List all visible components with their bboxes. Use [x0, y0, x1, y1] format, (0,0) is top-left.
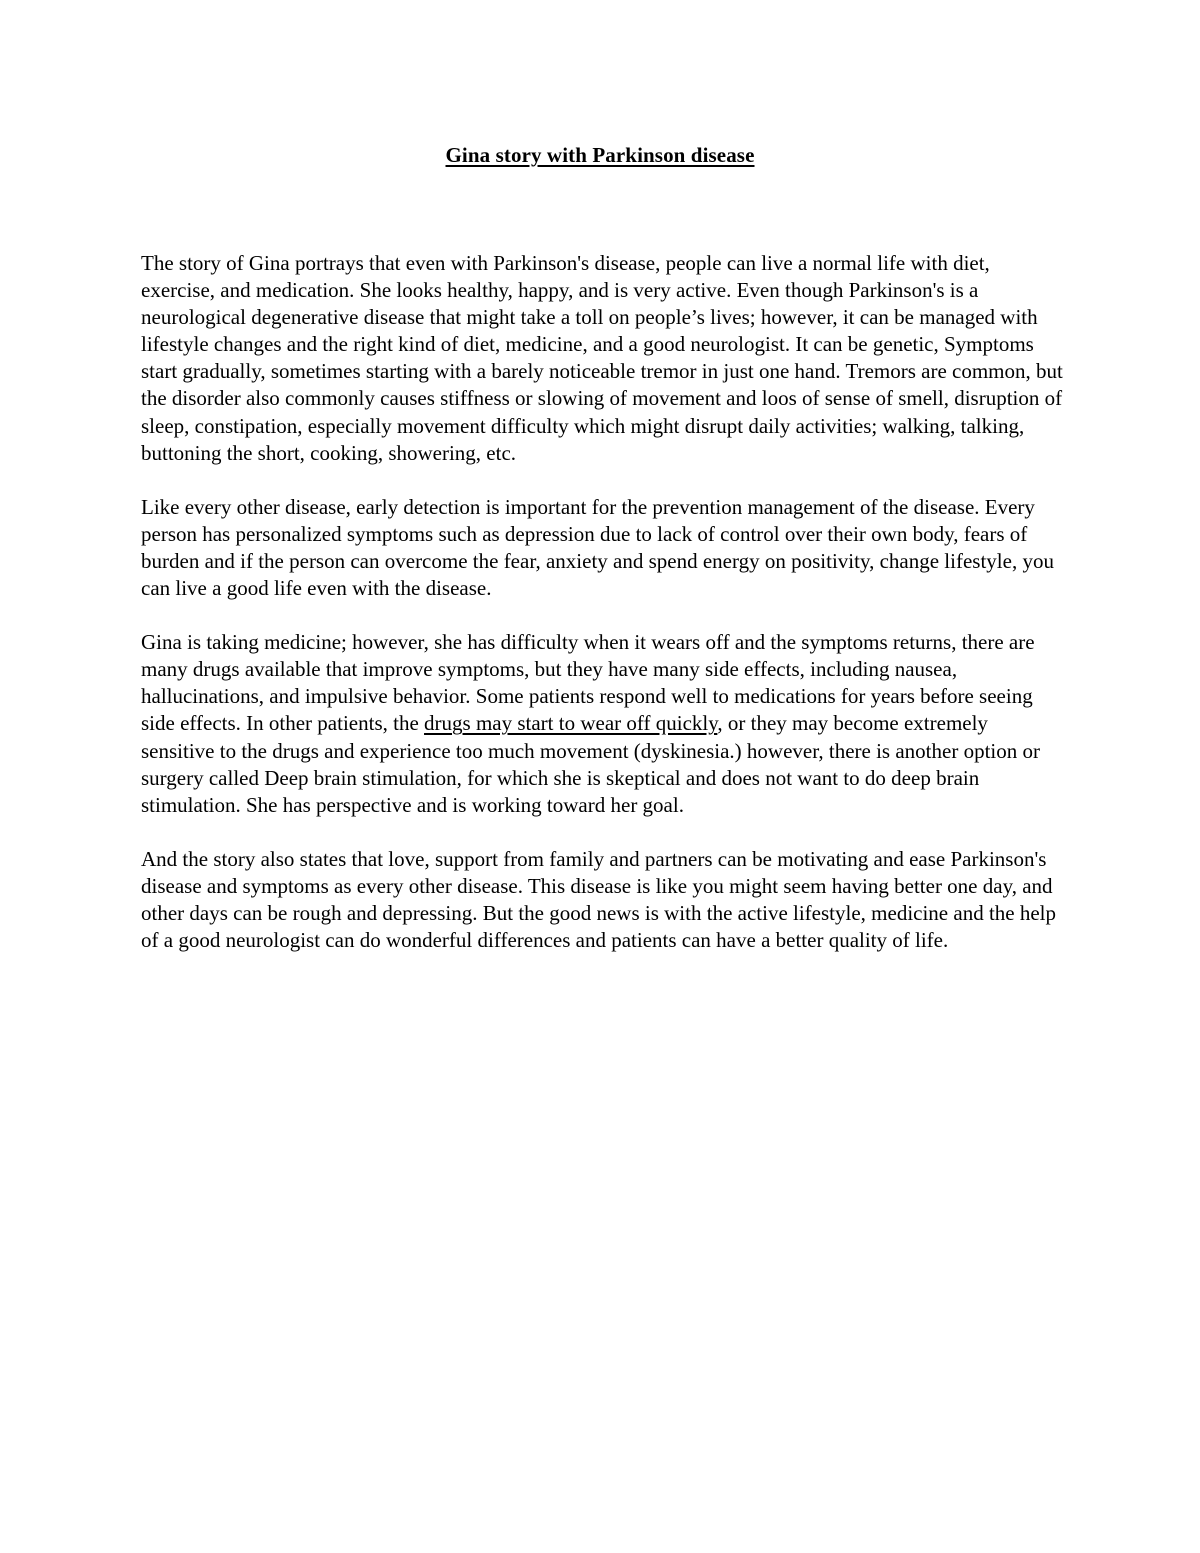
paragraph-medicine: [141, 629, 1066, 819]
paragraph-medicine-text-before: Gina is taking medicine; however, she has difficulty when it wears off and the symptoms returns, there are many drugs available that improve symptoms, but they have many side effects, including nausea, hallucinations, and impulsive behavior. Some patients respond well to medications for years before seeing side effects. In other patients, the: [141, 630, 1035, 736]
document-title: Gina story with Parkinson disease: [445, 143, 755, 167]
paragraph-intro: The story of Gina portrays that even with Parkinson's disease, people can live a normal life with diet, exercise, and medication. She looks healthy, happy, and is very active. Even though Parkinson's is a neurological degenerative disease that might take a toll on people’s lives; however, it can be managed with lifestyle changes and the right kind of diet, medicine, and a good neurologist. It can be genetic, Symptoms start gradually, sometimes starting with a barely noticeable tremor in just one hand. Tremors are common, but the disorder also commonly causes stiffness or slowing of movement and loos of sense of smell, disruption of sleep, constipation, especially movement difficulty which might disrupt daily activities; walking, talking, buttoning the short, cooking, showering, etc.: [141, 251, 1063, 465]
paragraph-support: And the story also states that love, support from family and partners can be motivating and ease Parkinson's disease and symptoms as every other disease. This disease is like you might seem having better one day, and other days can be rough and depressing. But the good news is with the active lifestyle, medicine and the help of a good neurologist can do wonderful differences and patients can have a better quality of life.: [141, 846, 1057, 953]
document-body: [141, 250, 1066, 954]
paragraph-medicine-text-after: , or they may become extremely sensitive to the drugs and experience too much movement (dyskinesia.) however, there is another option or surgery called Deep brain stimulation, for which she is skeptical and does not want to do deep brain stimulation. She has perspective and is working toward her goal.: [141, 711, 1040, 817]
underlined-phrase: drugs may start to wear off quickly: [424, 711, 718, 736]
paragraph-early-detection: Like every other disease, early detection is important for the prevention management of the disease. Every person has personalized symptoms such as depression due to lack of control over their own body, fears of burden and if the person can overcome the fear, anxiety and spend energy on positivity, change lifestyle, you can live a good life even with the disease.: [141, 494, 1054, 601]
